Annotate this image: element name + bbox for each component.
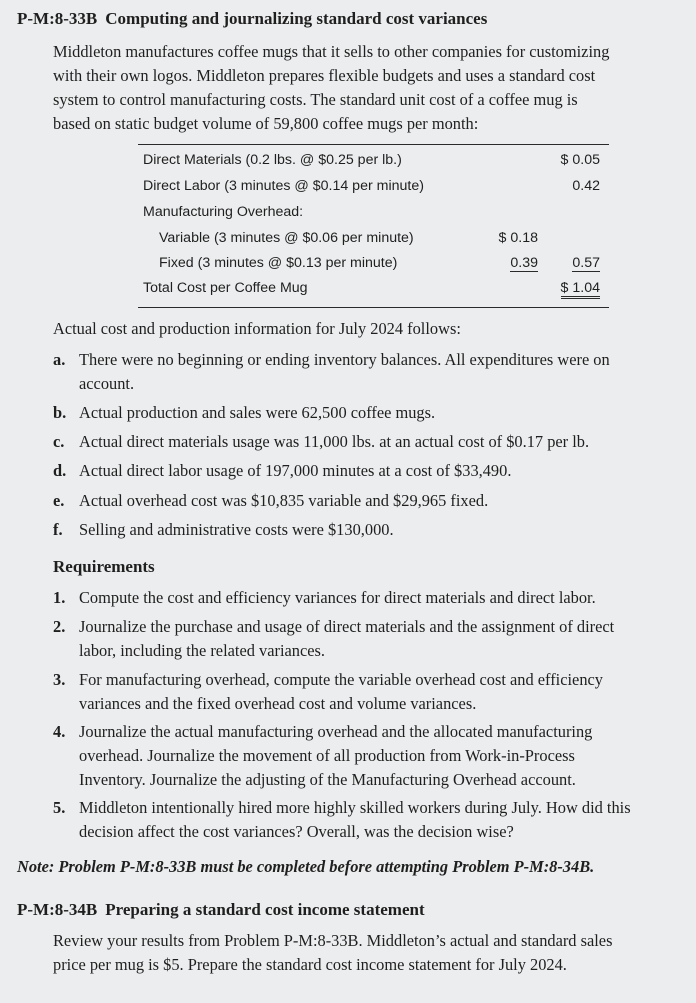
problem-heading: Computing and journalizing standard cost variances bbox=[105, 9, 488, 28]
problem2-code: P-M:8-34B bbox=[17, 900, 98, 919]
problem2-line: Review your results from Problem P-M:8-33B. Middleton’s actual and standard sales bbox=[53, 931, 613, 950]
list-line: Journalize the purchase and usage of direct materials and the assignment of direct bbox=[79, 617, 615, 636]
cost-subtotal: 0.39 bbox=[510, 255, 538, 271]
cost-total: $ 0.05 bbox=[560, 152, 600, 168]
cost-label: Total Cost per Coffee Mug bbox=[143, 280, 308, 296]
list-line: There were no beginning or ending inventory balances. All expenditures were on bbox=[79, 350, 610, 369]
cost-label: Direct Labor (3 minutes @ $0.14 per minute) bbox=[143, 178, 424, 194]
cost-label: Variable (3 minutes @ $0.06 per minute) bbox=[159, 230, 414, 246]
problem-title bbox=[17, 9, 487, 29]
cost-row-variable-overhead bbox=[138, 226, 609, 250]
cost-row-direct-materials bbox=[138, 148, 609, 172]
problem-code: P-M:8-33B bbox=[17, 9, 98, 28]
intro-line: based on static budget volume of 59,800 coffee mugs per month: bbox=[53, 114, 479, 133]
list-marker: a. bbox=[53, 350, 66, 369]
note-text: Note: Problem P-M:8-33B must be completed before attempting Problem P-M:8-34B. bbox=[17, 857, 595, 876]
standard-cost-table bbox=[138, 144, 609, 308]
problem2-heading: Preparing a standard cost income statement bbox=[105, 900, 425, 919]
list-marker: 3. bbox=[53, 670, 66, 689]
cost-row-total bbox=[138, 276, 609, 300]
list-marker: c. bbox=[53, 432, 65, 451]
intro-line: system to control manufacturing costs. The standard unit cost of a coffee mug is bbox=[53, 90, 578, 109]
list-line: Actual direct labor usage of 197,000 minutes at a cost of $33,490. bbox=[79, 461, 512, 480]
actual-intro: Actual cost and production information for July 2024 follows: bbox=[53, 319, 461, 338]
list-marker: 1. bbox=[53, 588, 66, 607]
cost-label: Manufacturing Overhead: bbox=[143, 204, 304, 220]
requirements-heading: Requirements bbox=[53, 557, 155, 576]
list-line: account. bbox=[79, 374, 135, 393]
cost-grand-total: $ 1.04 bbox=[561, 280, 600, 299]
list-marker: 5. bbox=[53, 798, 66, 817]
intro-line: Middleton manufactures coffee mugs that it sells to other companies for customizing bbox=[53, 42, 610, 61]
list-line: Inventory. Journalize the adjusting of the Manufacturing Overhead account. bbox=[79, 770, 576, 789]
cost-total: 0.42 bbox=[572, 178, 600, 194]
problem2-title bbox=[17, 900, 425, 920]
cost-total: 0.57 bbox=[572, 255, 600, 271]
list-line: Actual direct materials usage was 11,000 lbs. at an actual cost of $0.17 per lb. bbox=[79, 432, 590, 451]
cost-label: Direct Materials (0.2 lbs. @ $0.25 per lb.) bbox=[143, 152, 402, 168]
list-line: decision affect the cost variances? Overall, was the decision wise? bbox=[79, 822, 514, 841]
list-line: For manufacturing overhead, compute the variable overhead cost and efficiency bbox=[79, 670, 603, 689]
list-line: Actual production and sales were 62,500 coffee mugs. bbox=[79, 403, 436, 422]
intro-line: with their own logos. Middleton prepares flexible budgets and uses a standard cost bbox=[53, 66, 596, 85]
cost-row-direct-labor bbox=[138, 174, 609, 198]
list-marker: 2. bbox=[53, 617, 66, 636]
intro-paragraph bbox=[53, 40, 683, 136]
list-marker: e. bbox=[53, 491, 65, 510]
cost-label: Fixed (3 minutes @ $0.13 per minute) bbox=[159, 255, 398, 271]
list-line: Selling and administrative costs were $130,000. bbox=[79, 520, 394, 539]
list-marker: 4. bbox=[53, 722, 66, 741]
list-marker: d. bbox=[53, 461, 67, 480]
cost-row-fixed-overhead bbox=[138, 251, 609, 275]
cost-row-overhead-header bbox=[138, 200, 609, 224]
list-line: labor, including the related variances. bbox=[79, 641, 326, 660]
list-line: Actual overhead cost was $10,835 variable and $29,965 fixed. bbox=[79, 491, 489, 510]
list-marker: b. bbox=[53, 403, 67, 422]
list-line: Middleton intentionally hired more highly skilled workers during July. How did this bbox=[79, 798, 631, 817]
list-marker: f. bbox=[53, 520, 63, 539]
list-line: variances and the fixed overhead cost and volume variances. bbox=[79, 694, 477, 713]
problem2-line: price per mug is $5. Prepare the standard cost income statement for July 2024. bbox=[53, 955, 567, 974]
cost-subtotal: $ 0.18 bbox=[498, 230, 538, 246]
list-line: Journalize the actual manufacturing overhead and the allocated manufacturing bbox=[79, 722, 593, 741]
problem2-paragraph bbox=[53, 929, 683, 977]
list-line: Compute the cost and efficiency variances for direct materials and direct labor. bbox=[79, 588, 596, 607]
list-line: overhead. Journalize the movement of all production from Work-in-Process bbox=[79, 746, 575, 765]
